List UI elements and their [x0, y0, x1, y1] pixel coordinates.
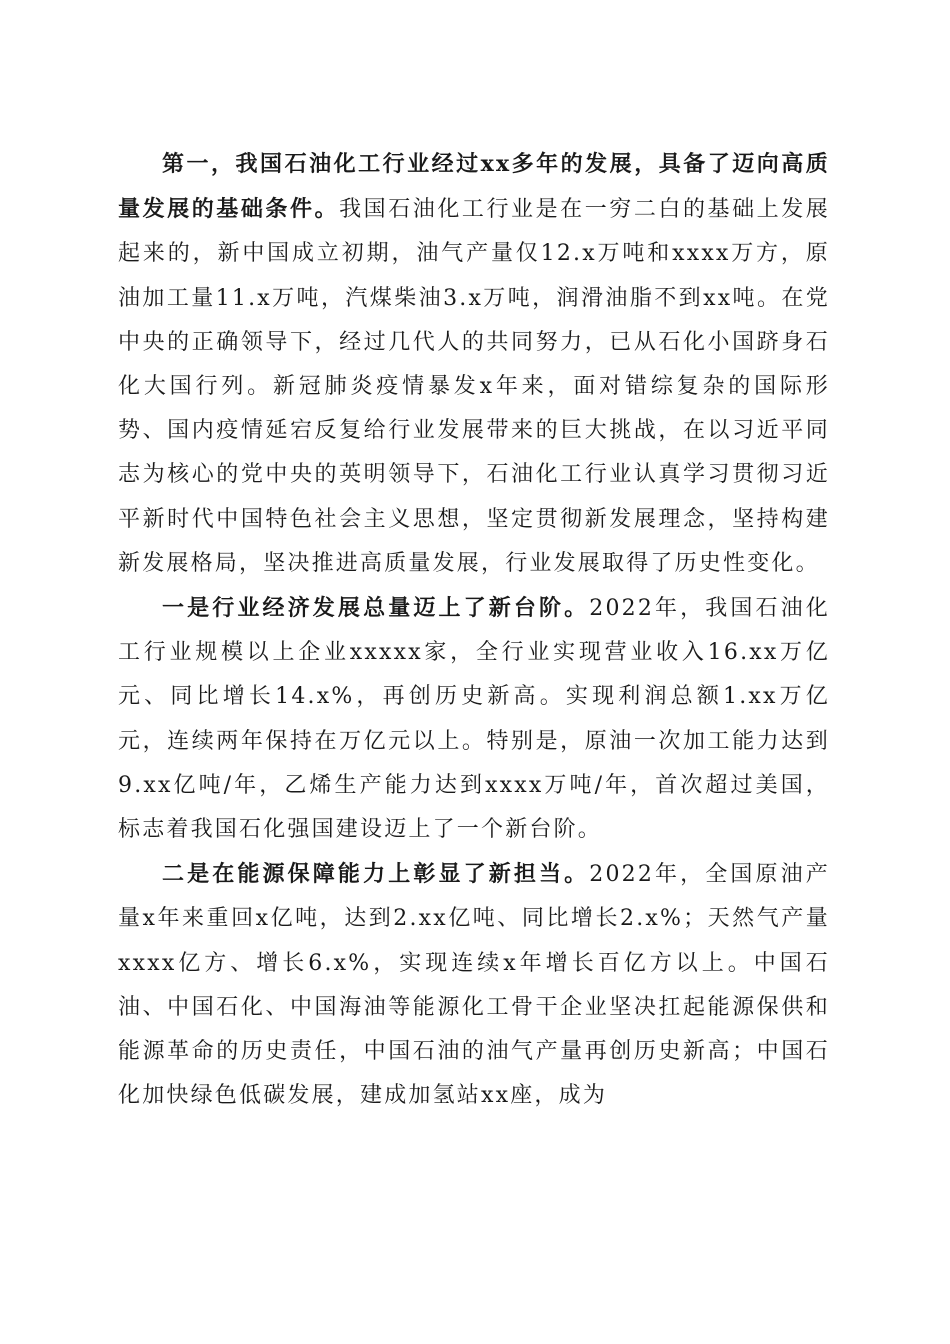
paragraph-2-lead: 一是行业经济发展总量迈上了新台阶。: [162, 595, 590, 622]
paragraph-3: [118, 852, 830, 1118]
paragraph-1: [118, 142, 830, 586]
paragraph-1-lead: 第一，我国石油化工行业经过xx多年的发展，具备了迈向高质量发展的基础条件。: [118, 151, 830, 223]
paragraph-3-body: 2022年，全国原油产量x年来重回x亿吨，达到2.xx亿吨、同比增长2.x%；天然气产量xxxx亿方、增长6.x%，实现连续x年增长百亿方以上。中国石油、中国石化、中国海油等能源化工骨干企业坚决扛起能源保供和能源革命的历史责任，中国石油的油气产量再创历史新高；中国石化加快绿色低碳发展，建成加氢站xx座，成为: [118, 862, 830, 1109]
paragraph-2: [118, 586, 830, 852]
paragraph-1-body: 我国石油化工行业是在一穷二白的基础上发展起来的，新中国成立初期，油气产量仅12.x万吨和xxxx万方，原油加工量11.x万吨，汽煤柴油3.x万吨，润滑油脂不到xx吨。在党中央的正确领导下，经过几代人的共同努力，已从石化小国跻身石化大国行列。新冠肺炎疫情暴发x年来，面对错综复杂的国际形势、国内疫情延宕反复给行业发展带来的巨大挑战，在以习近平同志为核心的党中央的英明领导下，石油化工行业认真学习贯彻习近平新时代中国特色社会主义思想，坚定贯彻新发展理念，坚持构建新发展格局，坚决推进高质量发展，行业发展取得了历史性变化。: [118, 197, 830, 576]
paragraph-3-lead: 二是在能源保障能力上彰显了新担当。: [162, 861, 590, 888]
document-body: [118, 142, 830, 1118]
paragraph-2-body: 2022年，我国石油化工行业规模以上企业xxxxx家，全行业实现营业收入16.xx万亿元、同比增长14.x%，再创历史新高。实现利润总额1.xx万亿元，连续两年保持在万亿元以上。特别是，原油一次加工能力达到9.xx亿吨/年，乙烯生产能力达到xxxx万吨/年，首次超过美国，标志着我国石化强国建设迈上了一个新台阶。: [118, 596, 830, 843]
